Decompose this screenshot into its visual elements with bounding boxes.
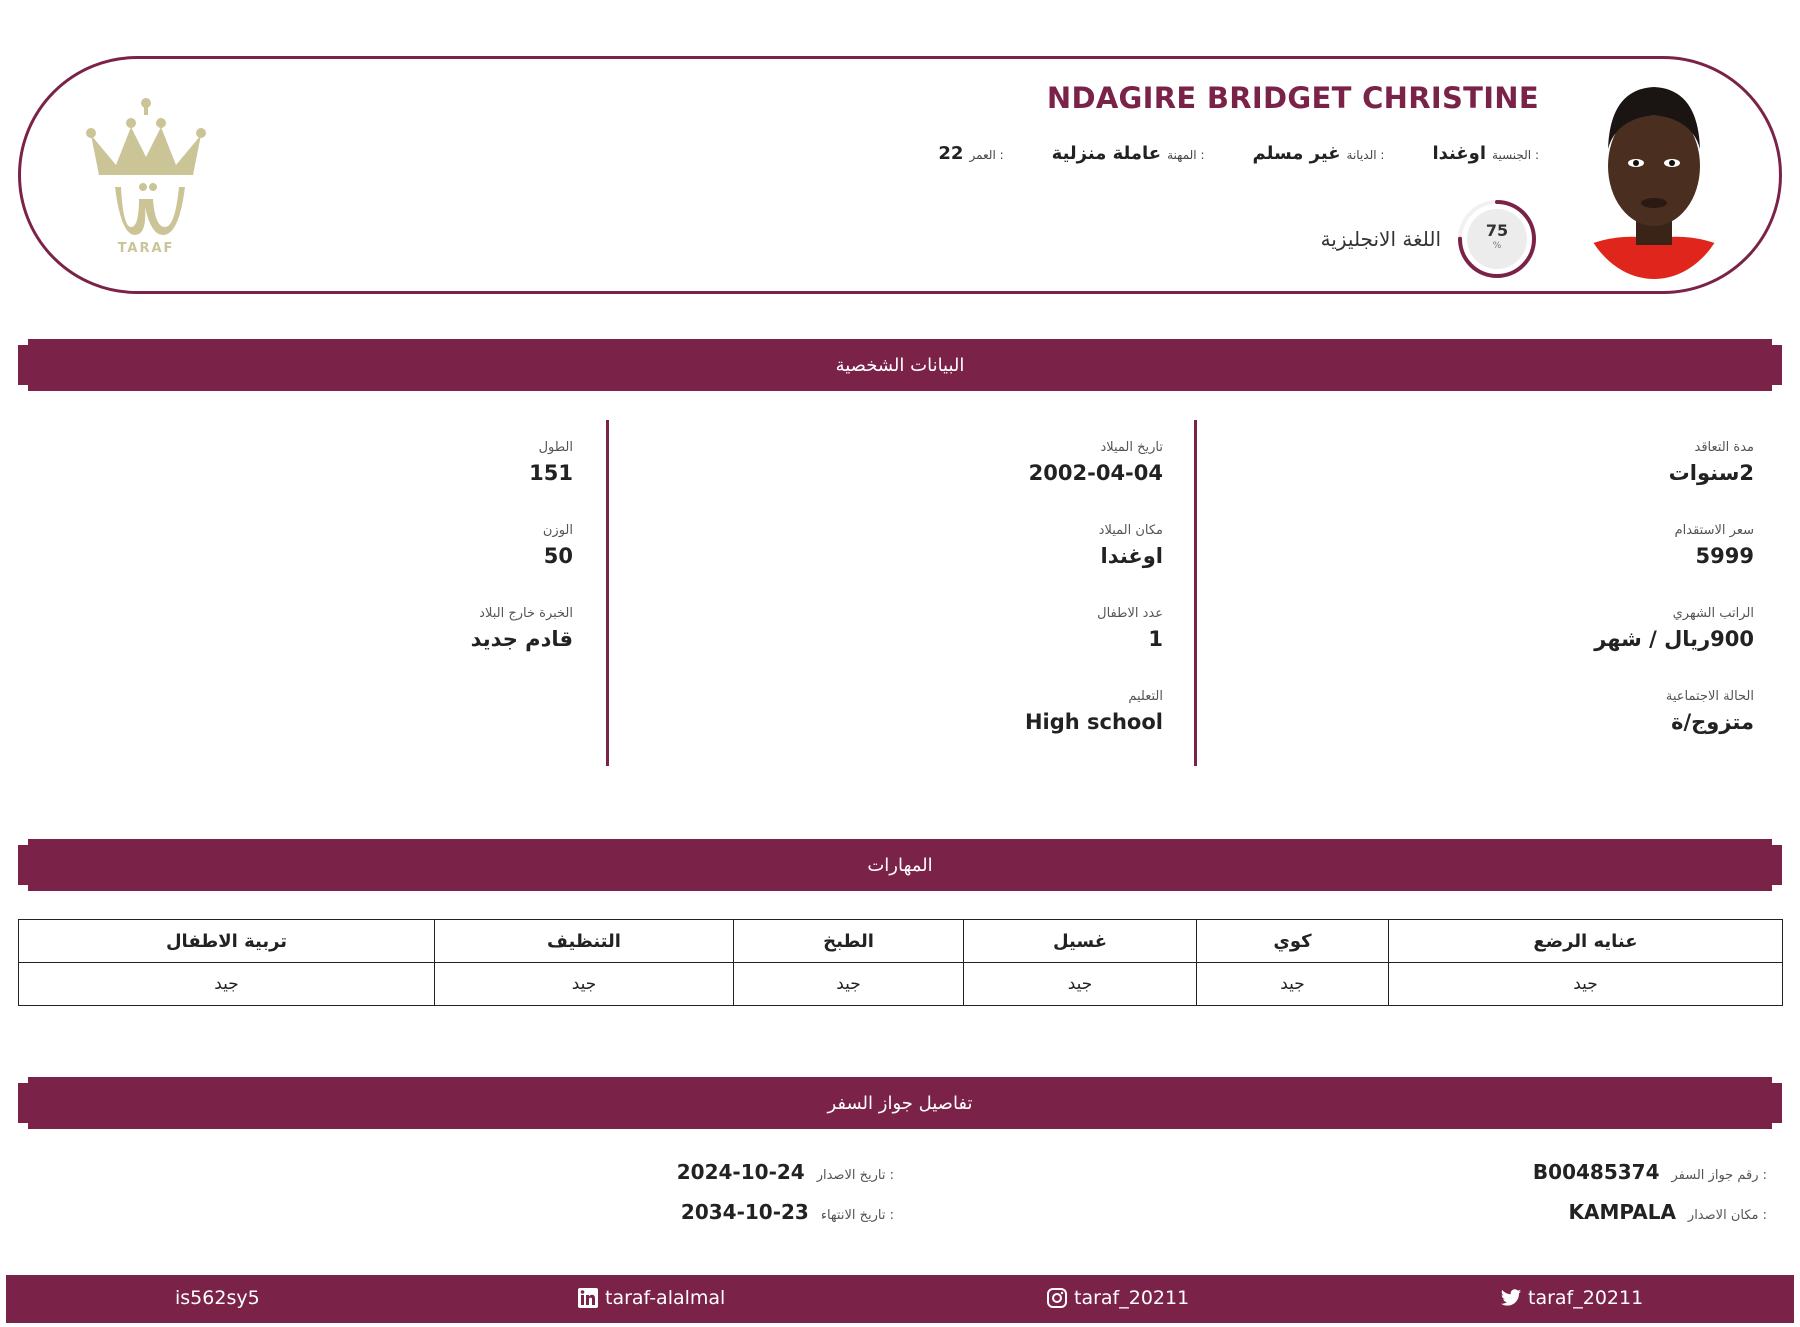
passport-issue-date — [677, 1160, 894, 1184]
footer-linkedin-link[interactable] — [577, 1287, 725, 1309]
field-value: 5999 — [1695, 544, 1754, 568]
field-value: اوغندا — [1100, 544, 1163, 568]
religion-value: غير مسلم — [1252, 143, 1341, 164]
linkedin-handle: taraf-alalmal — [605, 1287, 726, 1309]
skill-header: الطبخ — [734, 920, 964, 963]
passport-number — [1533, 1160, 1767, 1184]
language-label: اللغة الانجليزية — [1320, 227, 1441, 251]
personal-section-banner — [18, 339, 1782, 391]
field-education — [1025, 689, 1163, 772]
field-value: 2سنوات — [1668, 461, 1754, 485]
footer-twitter-link[interactable] — [1500, 1287, 1643, 1309]
field-birth-place — [1025, 523, 1163, 606]
expiry-date-value: 2034-10-23 — [680, 1200, 809, 1224]
personal-col-right — [1594, 440, 1754, 772]
skill-level: جيد — [734, 963, 964, 1006]
nationality — [1432, 143, 1539, 164]
language-skill — [1321, 197, 1539, 281]
issue-date-value: 2024-10-24 — [676, 1160, 805, 1184]
field-value: 151 — [529, 461, 573, 485]
logo-text: TARAF — [117, 241, 175, 255]
field-value: 2002-04-04 — [1028, 461, 1163, 485]
portrait-image — [1574, 71, 1734, 279]
profession-label: المهنة : — [1167, 148, 1205, 162]
footer-bar — [6, 1275, 1794, 1323]
skill-header: كوي — [1197, 920, 1389, 963]
skill-level: جيد — [964, 963, 1197, 1006]
field-weight — [471, 523, 573, 606]
skill-header: غسيل — [964, 920, 1197, 963]
skills-section-banner — [18, 839, 1782, 891]
field-value: 1 — [1148, 627, 1163, 651]
skill-level: جيد — [19, 963, 435, 1006]
expiry-date-label: تاريخ الانتهاء : — [820, 1208, 894, 1223]
twitter-handle: taraf_20211 — [1528, 1287, 1644, 1309]
age — [938, 143, 1003, 164]
field-marital-status — [1594, 689, 1754, 772]
passport-section-title: تفاصيل جواز السفر — [28, 1077, 1772, 1129]
field-label: الراتب الشهري — [1672, 606, 1754, 621]
crown-icon — [81, 95, 211, 255]
skills-table — [18, 919, 1783, 1006]
skill-level: جيد — [1389, 963, 1783, 1006]
age-label: العمر : — [969, 148, 1004, 162]
footer-code — [175, 1287, 260, 1309]
field-birth-date — [1025, 440, 1163, 523]
passport-number-label: رقم جواز السفر : — [1671, 1168, 1767, 1183]
passport-section-banner — [18, 1077, 1782, 1129]
passport-number-value: B00485374 — [1532, 1160, 1660, 1184]
field-label: الخبرة خارج البلاد — [479, 606, 573, 621]
personal-col-left — [471, 440, 573, 689]
issue-date-label: تاريخ الاصدار : — [816, 1168, 894, 1183]
linkedin-icon — [577, 1287, 599, 1309]
field-label: عدد الاطفال — [1097, 606, 1163, 621]
field-label: مدة التعاقد — [1694, 440, 1754, 455]
profile-meta-row — [938, 143, 1539, 164]
skills-section-title: المهارات — [28, 839, 1772, 891]
profile-card — [18, 56, 1782, 294]
language-percent-sign: % — [1492, 241, 1502, 251]
age-value: 22 — [938, 143, 964, 164]
nationality-label: الجنسية : — [1492, 148, 1539, 162]
skill-level: جيد — [1197, 963, 1389, 1006]
personal-section-title: البيانات الشخصية — [28, 339, 1772, 391]
religion-label: الديانة : — [1346, 148, 1385, 162]
passport-expiry-date — [681, 1200, 894, 1224]
profile-photo — [1574, 71, 1734, 279]
column-divider-right — [1194, 420, 1197, 766]
nationality-value: اوغندا — [1432, 143, 1487, 164]
twitter-icon — [1500, 1287, 1522, 1309]
column-divider-left — [606, 420, 609, 766]
taraf-logo — [81, 95, 211, 255]
skills-header-row — [19, 920, 1783, 963]
field-label: سعر الاستقدام — [1674, 523, 1754, 538]
skill-header: تربية الاطفال — [19, 920, 435, 963]
candidate-name: NDAGIRE BRIDGET CHRISTINE — [1046, 81, 1539, 115]
issue-place-label: مكان الاصدار : — [1687, 1208, 1767, 1223]
field-value: متزوج/ة — [1671, 710, 1754, 734]
field-recruitment-price — [1594, 523, 1754, 606]
profession-value: عاملة منزلية — [1051, 143, 1162, 164]
issue-place-value: KAMPALA — [1568, 1200, 1676, 1224]
religion — [1252, 143, 1384, 164]
field-label: التعليم — [1128, 689, 1163, 704]
footer-code-text: is562sy5 — [175, 1287, 260, 1309]
field-contract-duration — [1594, 440, 1754, 523]
field-label: الوزن — [542, 523, 573, 538]
language-percent: 75 — [1485, 221, 1509, 240]
footer-instagram-link[interactable] — [1046, 1287, 1189, 1309]
instagram-handle: taraf_20211 — [1074, 1287, 1190, 1309]
passport-issue-place — [1569, 1200, 1767, 1224]
field-children-count — [1025, 606, 1163, 689]
field-label: الحالة الاجتماعية — [1665, 689, 1754, 704]
skill-header: التنظيف — [435, 920, 734, 963]
field-label: تاريخ الميلاد — [1100, 440, 1163, 455]
field-value: قادم جديد — [470, 627, 573, 651]
field-value: 900ريال / شهر — [1594, 627, 1754, 651]
skills-level-row — [19, 963, 1783, 1006]
language-gauge — [1455, 197, 1539, 281]
field-monthly-salary — [1594, 606, 1754, 689]
field-value: 50 — [543, 544, 573, 568]
field-label: مكان الميلاد — [1098, 523, 1163, 538]
personal-col-middle — [1025, 440, 1163, 772]
field-label: الطول — [538, 440, 573, 455]
field-experience-abroad — [471, 606, 573, 689]
skill-level: جيد — [435, 963, 734, 1006]
instagram-icon — [1046, 1287, 1068, 1309]
field-height — [471, 440, 573, 523]
field-value: High school — [1024, 710, 1163, 734]
skill-header: عنايه الرضع — [1389, 920, 1783, 963]
profession — [1052, 143, 1205, 164]
